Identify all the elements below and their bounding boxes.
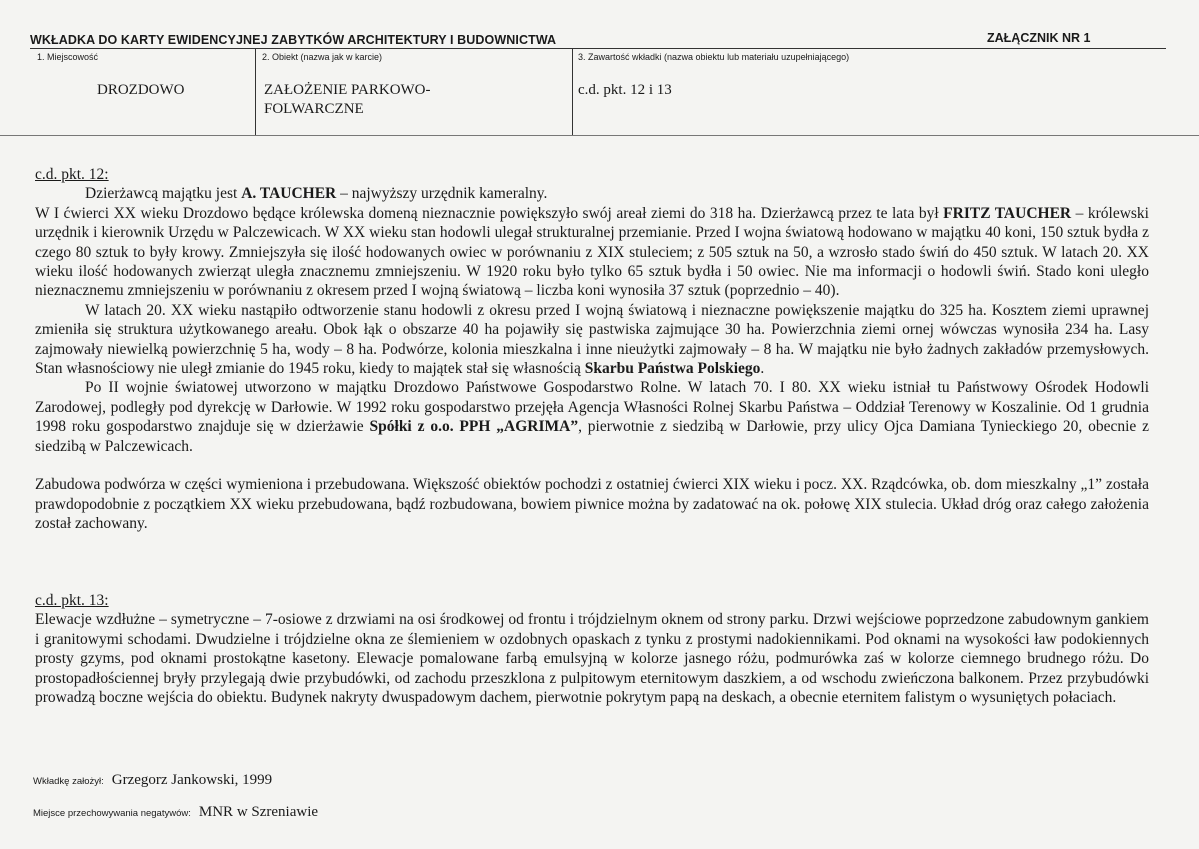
section-13-heading: c.d. pkt. 13: [35, 592, 109, 609]
table-divider-1 [255, 48, 256, 135]
paragraph: Zabudowa podwórza w części wymieniona i przebudowana. Większość obiektów pochodzi z ostatniej ćwierci XIX wieku i pocz. XX. Rządcówka, ob. dom mieszkalny „1” została prawdopodobnie z początkiem XX wieku przebudowana, bądź rozbudowana, bowiem piwnice można by zadatować na ok. połowę XIX stulecia. Układ dróg oraz całego założenia został zachowany. [35, 476, 1149, 532]
storage-line [33, 803, 318, 821]
text: – królewski urzędnik i kierownik Urzędu w Palczewicach. W XX wieku stan hodowli ulegał strukturalnej przemianie. Przed I wojna światową hodowano w majątku 40 koni, 150 sztuk bydła z czego 80 sztuk to były krowy. Zmniejszyła się ilość hodowanych owiec w porównaniu z XIX stuleciem; z 505 sztuk na 50, a wzrosło stado świń do 450 sztuk. W latach 20. XX wieku ilość hodowanych zwierząt uległa znacznemu zmniejszeniu. W 1920 roku było tylko 65 sztuk bydła i 50 owiec. Nie ma informacji o hodowli świń. Stado koni uległo nieznacznemu zmniejszeniu w porównaniu z okresem przed I wojną światową – liczba koni wynosiła 37 sztuk (poprzednio – 40). [35, 204, 1149, 300]
form-title: WKŁADKA DO KARTY EWIDENCYJNEJ ZABYTKÓW ARCHITEKTURY I BUDOWNICTWA [30, 33, 557, 47]
paragraph [35, 301, 1149, 379]
table-top-border [30, 48, 1166, 49]
cell-label-contents: 3. Zawartość wkładki (nazwa obiektu lub materiału uzupełniającego) [578, 52, 850, 62]
table-divider-2 [572, 48, 573, 135]
paragraph [35, 184, 1149, 203]
author-value: Grzegorz Jankowski, 1999 [111, 772, 273, 788]
object-value-line1: ZAŁOŻENIE PARKOWO- [264, 82, 431, 98]
cell-label-object: 2. Obiekt (nazwa jak w karcie) [262, 52, 383, 62]
text: W I ćwierci XX wieku Drozdowo będące królewska domeną nieznacznie powiększyło swój areał ziemi do 318 ha. Dzierżawcą przez te lata był [35, 204, 944, 222]
storage-value: MNR w Szreniawie [198, 804, 319, 820]
section-13 [35, 591, 1149, 707]
text: W latach 20. XX wieku nastąpiło odtworzenie stanu hodowli z okresu przed I wojną światową i nieznaczne powiększenie majątku do 325 ha. Kosztem ziemi uprawnej zmieniła się struktura użytkowanego areału. Obok łąk o obszarze 40 ha pojawiły się pastwiska zajmujące 30 ha. Powierzchnia ziemi ornej wówczas wynosiła 234 ha. Lasy zajmowały niewielką powierzchnię 5 ha, wody – 8 ha. Podwórze, kolonia mieszkalna i inne nieużytki zajmowały – 8 ha. W majątku nie było żadnych zakładów przemysłowych. Stan własnościowy nie uległ zmianie do 1945 roku, kiedy to majątek stał się własnością [35, 301, 1149, 378]
annex-number: ZAŁĄCZNIK NR 1 [987, 31, 1091, 45]
company-bold: Spółki z o.o. PPH „AGRIMA” [369, 418, 579, 436]
name-bold: FRITZ TAUCHER [943, 204, 1072, 222]
locality-value: DROZDOWO [97, 82, 185, 98]
owner-bold: Skarbu Państwa Polskiego [584, 360, 761, 378]
object-value-line2: FOLWARCZNE [264, 101, 364, 117]
text: , pierwotnie z siedzibą w Darłowie, przy ulicy Ojca Damiana Tynieckiego 20, obecnie z siedzibą w Palczewicach. [35, 418, 1150, 455]
paragraph [35, 204, 1149, 301]
name-bold: A. TAUCHER [241, 185, 337, 203]
text: Dzierżawcą majątku jest [85, 185, 242, 203]
paragraph: Elewacje wzdłużne – symetryczne – 7-osiowe z drzwiami na osi środkowej od frontu i trójdzielnym oknem od strony parku. Drzwi wejściowe poprzedzone zabudownym gankiem i granitowymi schodami. Dwudzielne i trójdzielne okna ze ślemieniem w ozdobnych opaskach z tynku z prostymi nadokiennikami. Pod oknami na wysokości ław podokiennych prosty gzyms, pod oknami prostokątne kasetony. Elewacje pomalowane farbą emulsyjną w kolorze jasnego różu, podmurówka zaś w kolorze ciemnego brudnego różu. Do prostopadłościennej bryły przylegają dwie przybudówki, od zachodu przeszklona z pulpitowym eternitowym daszkiem, a od wschodu zwieńczona balkonem. Przez przybudówki prowadzą boczne wejścia do obiektu. Budynek nakryty dwuspadowym dachem, pierwotnie pokrytym papą na deskach, a obecnie eternitem falistym o wysuniętych połaciach. [35, 611, 1149, 707]
section-12 [35, 165, 1149, 533]
storage-label: Miejsce przechowywania negatywów: [33, 808, 191, 819]
contents-value: c.d. pkt. 12 i 13 [578, 82, 672, 98]
table-bottom-border [0, 135, 1199, 136]
text: Po II wojnie światowej utworzono w majątku Drozdowo Państwowe Gospodarstwo Rolne. W latach 70. I 80. XX wieku istniał tu Państwowy Ośrodek Hodowli Zarodowej, podległy pod dyrekcję w Darłowie. W 1992 roku gospodarstwo przejęła Agencja Własności Rolnej Skarbu Państwa – Oddział Terenowy w Koszalinie. Od 1 grudnia 1998 roku gospodarstwo znajduje się w dzierżawie [35, 379, 1149, 436]
author-label: Wkładkę założył: [33, 776, 104, 787]
section-12-heading: c.d. pkt. 12: [35, 166, 109, 183]
text: – najwyższy urzędnik kameralny. [336, 185, 548, 203]
author-line [33, 771, 272, 789]
cell-label-locality: 1. Miejscowość [37, 52, 99, 62]
text: . [760, 360, 765, 378]
paragraph [35, 378, 1149, 456]
